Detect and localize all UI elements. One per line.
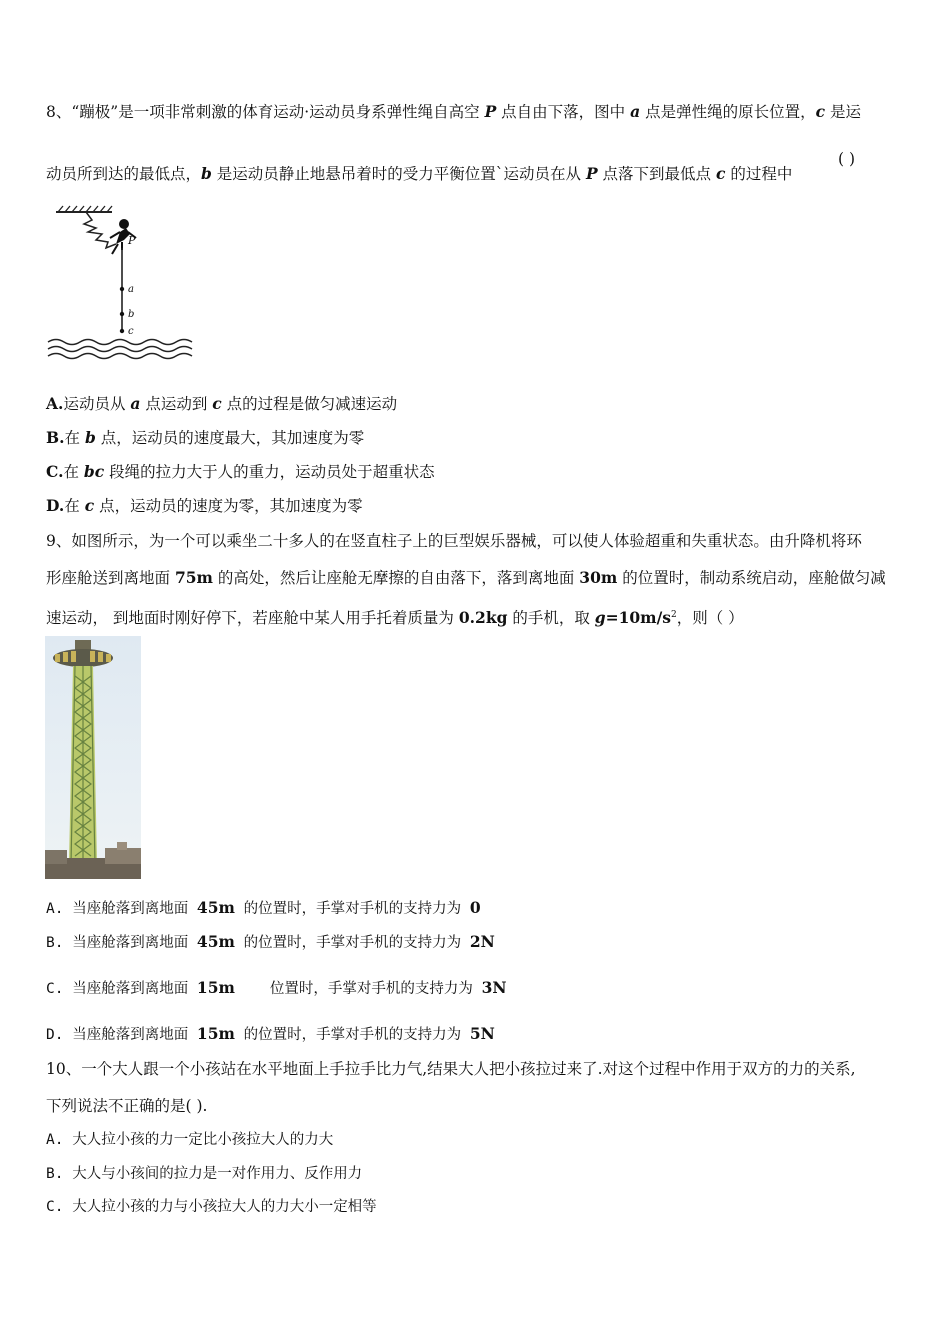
label-a: a xyxy=(128,284,134,295)
q8-text: 8、“蹦极”是一项非常刺激的体育运动·运动员身系弹性绳自高空 xyxy=(46,103,485,121)
q8-var-P: P xyxy=(484,102,497,121)
q8-text: 点是弹性绳的原长位置， xyxy=(640,103,816,121)
q9-stem-line-3: 速运动， 到地面时刚好停下，若座舱中某人用手托着质量为 0.2kg 的手机，取 $g=10m/s^2$，则（ ） xyxy=(46,608,744,628)
water-waves xyxy=(48,340,192,359)
q8-var-c: c xyxy=(815,102,826,121)
q8-var-a: a xyxy=(630,102,641,121)
label-b: b xyxy=(128,309,135,320)
q10-option-C[interactable]: C. 大人拉小孩的力与小孩拉大人的力大小一定相等 xyxy=(46,1199,377,1215)
q8-var-c: c xyxy=(715,164,726,183)
q8-text: 是运 xyxy=(825,103,861,121)
label-c: c xyxy=(128,326,134,337)
bungee-figure xyxy=(46,204,198,364)
q9-option-A[interactable]: A. 当座舱落到离地面 45m 的位置时，手掌对手机的支持力为 0 xyxy=(46,898,481,917)
q10-stem-line-2: 下列说法不正确的是( ). xyxy=(46,1097,208,1115)
q8-text: 是运动员静止地悬吊着时的受力平衡位置`运动员在从 xyxy=(211,165,586,183)
q9-stem-line-1: 9、如图所示，为一个可以乘坐二十多人的在竖直柱子上的巨型娱乐器械，可以使人体验超重和失重状态。由升降机将环 xyxy=(46,532,862,550)
q8-option-C[interactable]: C.在 bc 段绳的拉力大于人的重力，运动员处于超重状态 xyxy=(46,462,435,481)
q8-option-D[interactable]: D.在 c 点，运动员的速度为零，其加速度为零 xyxy=(46,496,363,515)
point-b xyxy=(120,312,124,316)
q9-stem-line-2: 形座舱送到离地面 75m 的高处，然后让座舱无摩擦的自由落下，落到离地面 30m 的位置时，制动系统启动，座舱做匀减 xyxy=(46,568,886,587)
slack-rope xyxy=(84,212,116,248)
q9-option-B[interactable]: B. 当座舱落到离地面 45m 的位置时，手掌对手机的支持力为 2N xyxy=(46,932,495,951)
drop-tower-photo xyxy=(45,636,141,879)
q8-var-b: b xyxy=(201,164,212,183)
q8-text: 的过程中 xyxy=(725,165,793,183)
q10-stem-line-1: 10、一个大人跟一个小孩站在水平地面上手拉手比力气,结果大人把小孩拉过来了.对这个过程中作用于双方的力的关系, xyxy=(46,1060,856,1078)
q8-option-B[interactable]: B.在 b 点，运动员的速度最大，其加速度为零 xyxy=(46,428,365,447)
q9-option-C[interactable]: C. 当座舱落到离地面 15m 位置时，手掌对手机的支持力为 3N xyxy=(46,978,507,997)
q8-text: 点自由下落，图中 xyxy=(496,103,631,121)
q8-text: 动员所到达的最低点， xyxy=(46,165,202,183)
q8-stem-line-1 xyxy=(46,102,861,122)
q10-option-A[interactable]: A. 大人拉小孩的力一定比小孩拉大人的力大 xyxy=(46,1132,334,1148)
point-c xyxy=(120,329,124,333)
q8-stem-line-2 xyxy=(46,164,792,184)
q8-var-P: P xyxy=(585,164,598,183)
q10-option-B[interactable]: B. 大人与小孩间的拉力是一对作用力、反作用力 xyxy=(46,1166,363,1182)
point-a xyxy=(120,287,124,291)
label-P: P xyxy=(128,234,136,247)
q8-text: 点落下到最低点 xyxy=(597,165,716,183)
q9-option-D[interactable]: D. 当座舱落到离地面 15m 的位置时，手掌对手机的支持力为 5N xyxy=(46,1024,495,1043)
q8-option-A[interactable]: A.运动员从 a 点运动到 c 点的过程是做匀减速运动 xyxy=(46,394,398,413)
q8-answer-brackets: ( ) xyxy=(838,150,856,168)
